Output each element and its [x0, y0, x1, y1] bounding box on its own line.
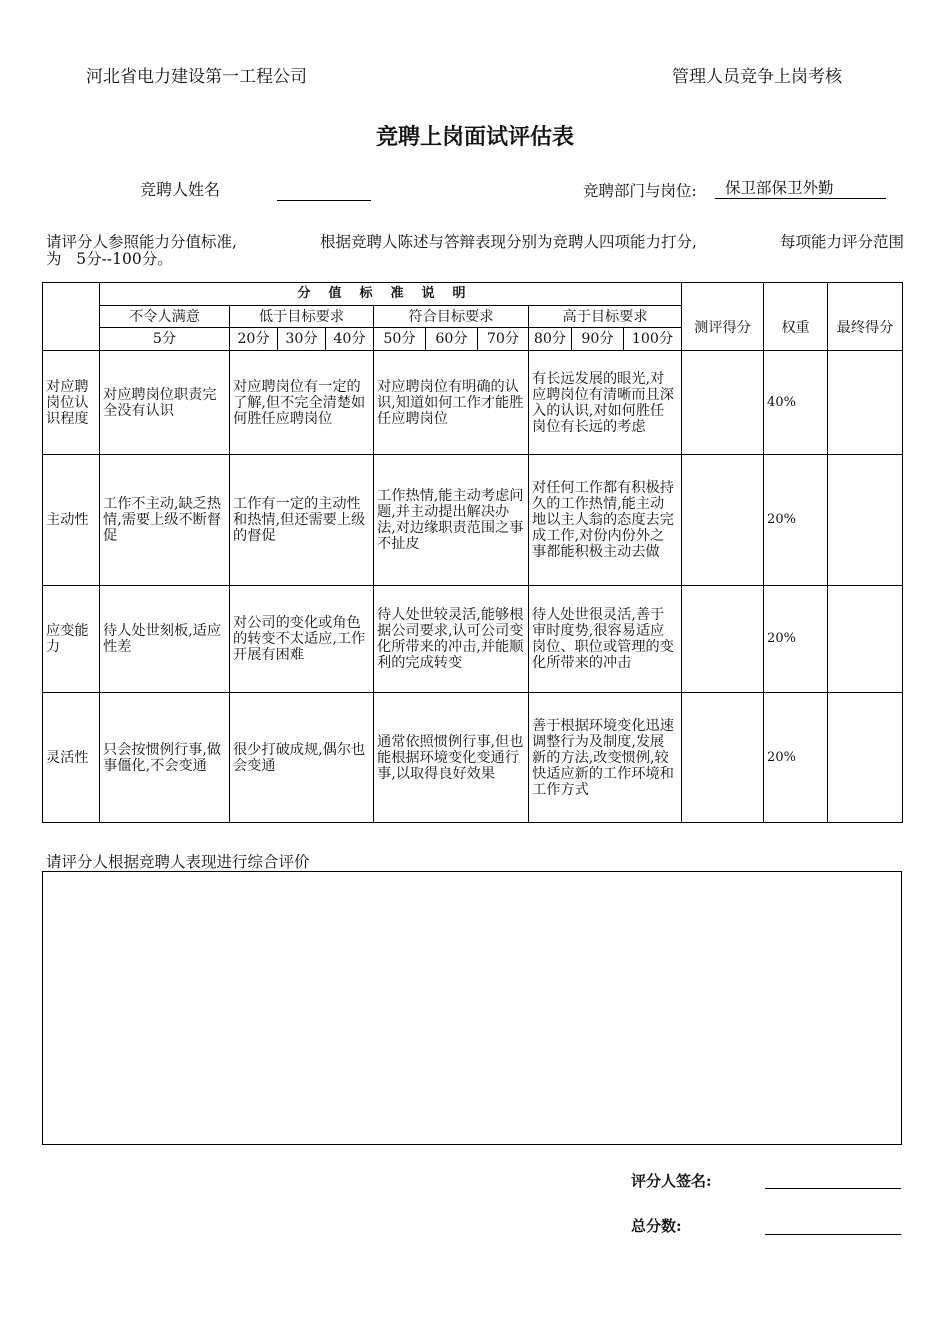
final-score-column-header: 最终得分 — [828, 306, 903, 351]
weight-column-header: 权重 — [764, 306, 828, 351]
evaluation-table — [42, 282, 903, 823]
department-field[interactable] — [715, 178, 886, 199]
level-unsatisfactory: 只会按惯例行事,做事僵化,不会变通 — [100, 693, 230, 823]
department-value: 保卫部保卫外勤 — [725, 179, 834, 197]
score-header: 70分 — [478, 328, 529, 351]
group-header: 不令人满意 — [100, 306, 230, 328]
weight-cell: 20% — [764, 693, 828, 823]
weight-cell: 20% — [764, 586, 828, 693]
candidate-name-field[interactable] — [277, 180, 371, 201]
overall-evaluation-box[interactable] — [42, 871, 902, 1145]
weight-cell: 40% — [764, 351, 828, 455]
row-label: 灵活性 — [43, 693, 100, 823]
instructions-part1: 请评分人参照能力分值标准, — [46, 233, 237, 251]
standards-header: 分值标准说明 — [100, 283, 682, 306]
level-exceeds: 有长远发展的眼光,对应聘岗位有清晰而且深入的认识,对如何胜任岗位有长远的考虑 — [529, 351, 682, 455]
row-label: 对应聘岗位认识程度 — [43, 351, 100, 455]
instructions-line2: 为 5分--100分。 — [46, 250, 173, 268]
evaluator-signature-label: 评分人签名: — [631, 1172, 712, 1190]
level-meets: 工作热情,能主动考虑问题,并主动提出解决办法,对边缘职责范围之事不扯皮 — [374, 455, 529, 586]
row-label: 应变能力 — [43, 586, 100, 693]
overall-evaluation-label: 请评分人根据竞聘人表现进行综合评价 — [46, 853, 310, 871]
blank-header-cell — [682, 283, 764, 306]
score-header: 50分 — [374, 328, 426, 351]
group-header: 符合目标要求 — [374, 306, 529, 328]
total-score-label: 总分数: — [631, 1217, 682, 1235]
level-meets: 对应聘岗位有明确的认识,知道如何工作才能胜任应聘岗位 — [374, 351, 529, 455]
level-exceeds: 对任何工作都有积极持久的工作热情,能主动地以主人翁的态度去完成工作,对份内份外之事都能积极主动去做 — [529, 455, 682, 586]
level-meets: 通常依照惯例行事,但也能根据环境变化变通行事,以取得良好效果 — [374, 693, 529, 823]
blank-header-cell — [764, 283, 828, 306]
score-header: 100分 — [624, 328, 682, 351]
level-unsatisfactory: 对应聘岗位职责完全没有认识 — [100, 351, 230, 455]
score-header: 60分 — [426, 328, 478, 351]
score-input-cell[interactable] — [682, 351, 764, 455]
table-row — [43, 351, 903, 455]
score-header: 20分 — [230, 328, 278, 351]
score-header: 5分 — [100, 328, 230, 351]
group-header: 高于目标要求 — [529, 306, 682, 328]
score-header: 30分 — [278, 328, 326, 351]
page-title: 竞聘上岗面试评估表 — [375, 124, 574, 150]
evaluator-signature-field[interactable] — [765, 1168, 901, 1189]
level-below: 工作有一定的主动性和热情,但还需要上级的督促 — [230, 455, 374, 586]
instructions-part3: 每项能力评分范围 — [779, 233, 904, 251]
final-score-cell[interactable] — [828, 693, 903, 823]
table-row — [43, 586, 903, 693]
level-unsatisfactory: 工作不主动,缺乏热情,需要上级不断督促 — [100, 455, 230, 586]
table-row — [43, 693, 903, 823]
department-label: 竞聘部门与岗位: — [583, 182, 697, 200]
final-score-cell[interactable] — [828, 586, 903, 693]
score-input-cell[interactable] — [682, 455, 764, 586]
document-type: 管理人员竞争上岗考核 — [672, 67, 842, 87]
weight-cell: 20% — [764, 455, 828, 586]
score-input-cell[interactable] — [682, 586, 764, 693]
group-header: 低于目标要求 — [230, 306, 374, 328]
table-row — [43, 455, 903, 586]
instructions-part2: 根据竞聘人陈述与答辩表现分别为竞聘人四项能力打分, — [319, 233, 697, 251]
company-name: 河北省电力建设第一工程公司 — [86, 67, 307, 87]
instructions — [46, 234, 904, 268]
level-meets: 待人处世较灵活,能够根据公司要求,认可公司变化所带来的冲击,并能顺利的完成转变 — [374, 586, 529, 693]
final-score-cell[interactable] — [828, 351, 903, 455]
level-below: 对公司的变化或角色的转变不太适应,工作开展有困难 — [230, 586, 374, 693]
score-column-header: 测评得分 — [682, 306, 764, 351]
score-header: 80分 — [529, 328, 572, 351]
level-below: 很少打破成规,偶尔也会变通 — [230, 693, 374, 823]
candidate-name-label: 竞聘人姓名 — [140, 180, 221, 199]
score-header: 40分 — [326, 328, 374, 351]
row-label: 主动性 — [43, 455, 100, 586]
level-below: 对应聘岗位有一定的了解,但不完全清楚如何胜任应聘岗位 — [230, 351, 374, 455]
final-score-cell[interactable] — [828, 455, 903, 586]
level-exceeds: 善于根据环境变化迅速调整行为及制度,发展新的方法,改变惯例,较快适应新的工作环境和工作方式 — [529, 693, 682, 823]
score-header: 90分 — [572, 328, 624, 351]
corner-cell — [43, 283, 100, 351]
score-input-cell[interactable] — [682, 693, 764, 823]
level-unsatisfactory: 待人处世刻板,适应性差 — [100, 586, 230, 693]
level-exceeds: 待人处世很灵活,善于审时度势,很容易适应岗位、职位或管理的变化所带来的冲击 — [529, 586, 682, 693]
blank-header-cell — [828, 283, 903, 306]
total-score-field[interactable] — [765, 1214, 901, 1235]
